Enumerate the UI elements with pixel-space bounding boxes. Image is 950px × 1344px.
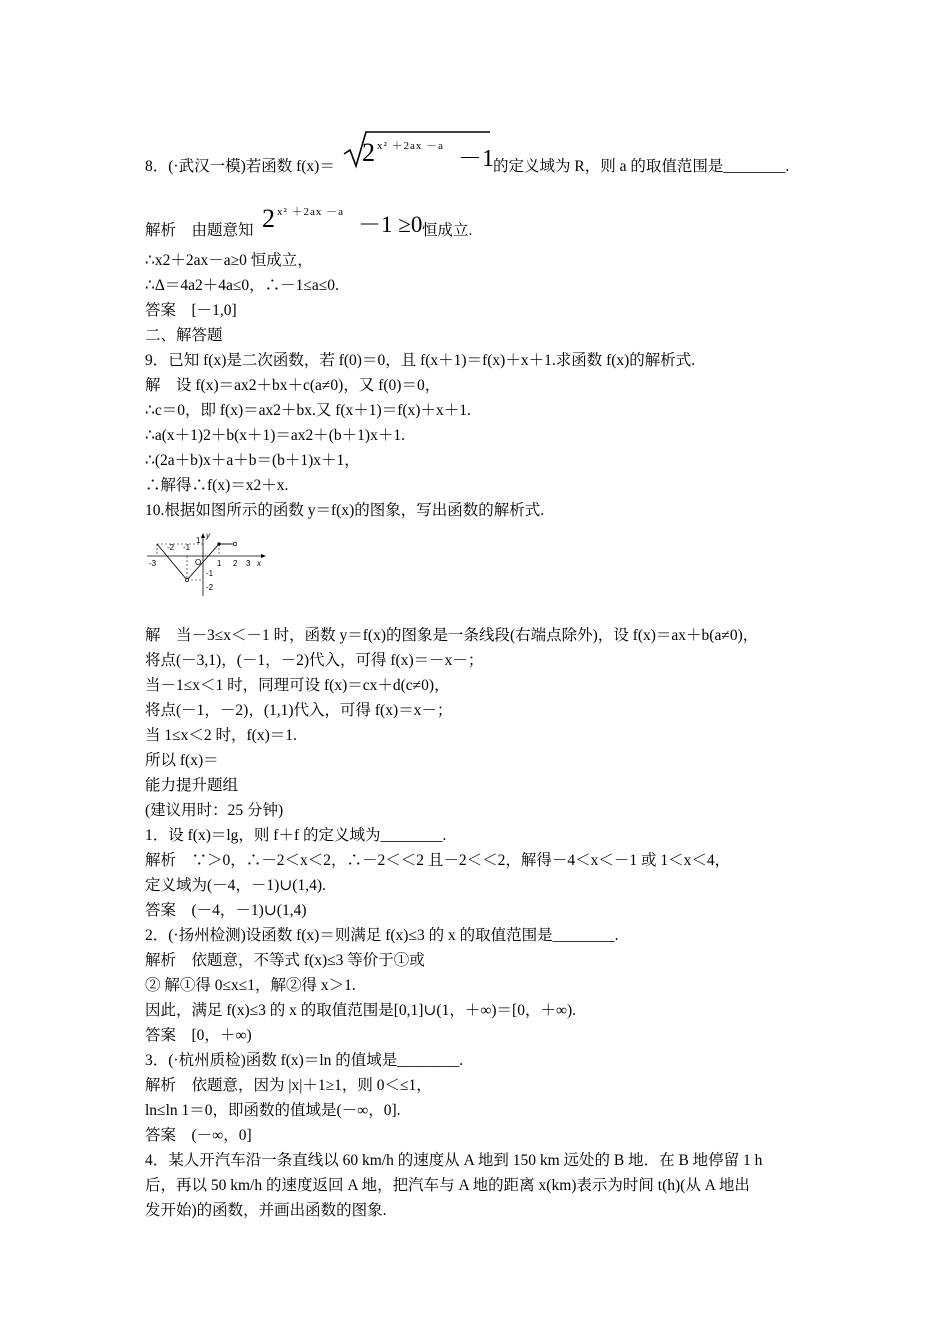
graph-y-tick: -1 [206, 569, 214, 578]
graph-x-tick: -3 [149, 559, 157, 568]
p3-line1: 解析 依题意，因为 |x|＋1≥1，则 0＜≤1， [145, 1077, 432, 1094]
p2-answer: 答案 [0，＋∞) [145, 1027, 252, 1044]
q9-line4: ∴(2a＋b)x＋a＋b＝(b＋1)x＋1， [145, 452, 360, 469]
q8-answer: 答案 [－1,0] [145, 302, 237, 319]
graph-y-tick: -2 [206, 583, 214, 592]
p1-stem: 1．设 f(x)＝lg，则 f＋f 的定义域为________. [145, 827, 447, 844]
graph-origin-label: O [195, 558, 202, 567]
p1-answer: 答案 (－4，－1)∪(1,4) [145, 902, 307, 919]
p4-line3: 发开始)的函数，并画出函数的图象. [145, 1202, 387, 1219]
graph-x-label: x [257, 559, 261, 568]
graph-x-tick: 2 [233, 559, 238, 568]
formula2-geq-zero: －1 ≥0 [358, 212, 423, 237]
q8-stem-suffix: 的定义域为 R，则 a 的取值范围是________. [493, 158, 790, 175]
p2-line3: 因此，满足 f(x)≤3 的 x 的取值范围是[0,1]∪(1，＋∞)＝[0，＋∞). [145, 1002, 577, 1019]
formula-exponent: x² ＋2ax －a [377, 140, 445, 152]
graph-x-tick: -1 [183, 543, 191, 552]
q10-line1: 解 当－3≤x＜－1 时，函数 y＝f(x)的图象是一条线段(右端点除外)，设 f(x)＝ax＋b(a≠0)， [145, 627, 759, 644]
q10-line6: 所以 f(x)＝ [145, 752, 219, 769]
p3-answer: 答案 (－∞，0] [145, 1127, 252, 1144]
q10-line2: 将点(－3,1)，(－1，－2)代入，可得 f(x)＝－x－； [145, 652, 484, 669]
time-note: (建议用时：25 分钟) [145, 802, 284, 819]
graph-x-tick: -2 [167, 543, 175, 552]
formula-minus-one: －1 [458, 146, 494, 172]
p1-line1: 解析 ∵＞0，∴－2＜x＜2，∴－2＜＜2 且－2＜＜2，解得－4＜x＜－1 或 1＜x＜4， [145, 852, 731, 869]
q9-line1: 解 设 f(x)＝ax2＋bx＋c(a≠0)，又 f(0)＝0， [145, 377, 441, 394]
q10-line4: 将点(－1，－2)，(1,1)代入，可得 f(x)＝x－； [145, 702, 453, 719]
graph-y-label: y [206, 531, 210, 540]
p1-line2: 定义域为(－4，－1)∪(1,4). [145, 877, 326, 894]
q8-analysis-prefix: 解析 由题意知 [145, 222, 254, 239]
formula2-exponent: x² ＋2ax －a [277, 206, 345, 218]
formula-base: 2 [362, 138, 375, 167]
p4-line1: 4．某人开汽车沿一条直线以 60 km/h 的速度从 A 地到 150 km 远处的 B 地．在 B 地停留 1 h [145, 1152, 763, 1169]
graph-y-tick: 1 [196, 536, 201, 545]
q8-analysis-suffix: 恒成立. [422, 222, 473, 239]
p3-stem: 3．(·杭州质检)函数 f(x)＝ln 的值域是________. [145, 1052, 464, 1069]
q10-stem: 10.根据如图所示的函数 y＝f(x)的图象，写出函数的解析式. [145, 502, 545, 519]
q10-line5: 当 1≤x＜2 时，f(x)＝1. [145, 727, 297, 744]
graph-x-tick: 1 [217, 559, 222, 568]
q9-line3: ∴a(x＋1)2＋b(x＋1)＝ax2＋(b＋1)x＋1. [145, 427, 405, 444]
q9-stem: 9．已知 f(x)是二次函数，若 f(0)＝0，且 f(x＋1)＝f(x)＋x＋1.求函数 f(x)的解析式. [145, 352, 696, 369]
q9-line2: ∴c＝0，即 f(x)＝ax2＋bx.又 f(x＋1)＝f(x)＋x＋1. [145, 402, 471, 419]
p3-line2: ln≤ln 1＝0，即函数的值域是(－∞，0]. [145, 1102, 401, 1119]
graph-x-tick: 3 [246, 559, 251, 568]
p2-line1: 解析 依题意，不等式 f(x)≤3 等价于①或 [145, 952, 425, 969]
p2-line2: ② 解①得 0≤x≤1，解②得 x＞1. [145, 977, 356, 994]
section-heading-2: 二、解答题 [145, 327, 223, 344]
q10-line3: 当－1≤x＜1 时，同理可设 f(x)＝cx＋d(c≠0)， [145, 677, 450, 694]
formula2-base: 2 [262, 204, 275, 233]
q8-line4: ∴Δ＝4a2＋4a≤0，∴－1≤a≤0. [145, 277, 339, 294]
p2-stem: 2．(·扬州检测)设函数 f(x)＝则满足 f(x)≤3 的 x 的取值范围是________. [145, 927, 619, 944]
section-heading-3: 能力提升题组 [145, 777, 239, 794]
q8-stem-prefix: 8．(·武汉一模)若函数 f(x)＝ [145, 158, 335, 175]
q8-line3: ∴x2＋2ax－a≥0 恒成立， [145, 252, 313, 269]
q9-line5: ∴解得∴f(x)＝x2＋x. [145, 477, 289, 494]
function-graph [145, 530, 270, 598]
p4-line2: 后，再以 50 km/h 的速度返回 A 地，把汽车与 A 地的距离 x(km)表示为时间 t(h)(从 A 地出 [145, 1177, 750, 1194]
